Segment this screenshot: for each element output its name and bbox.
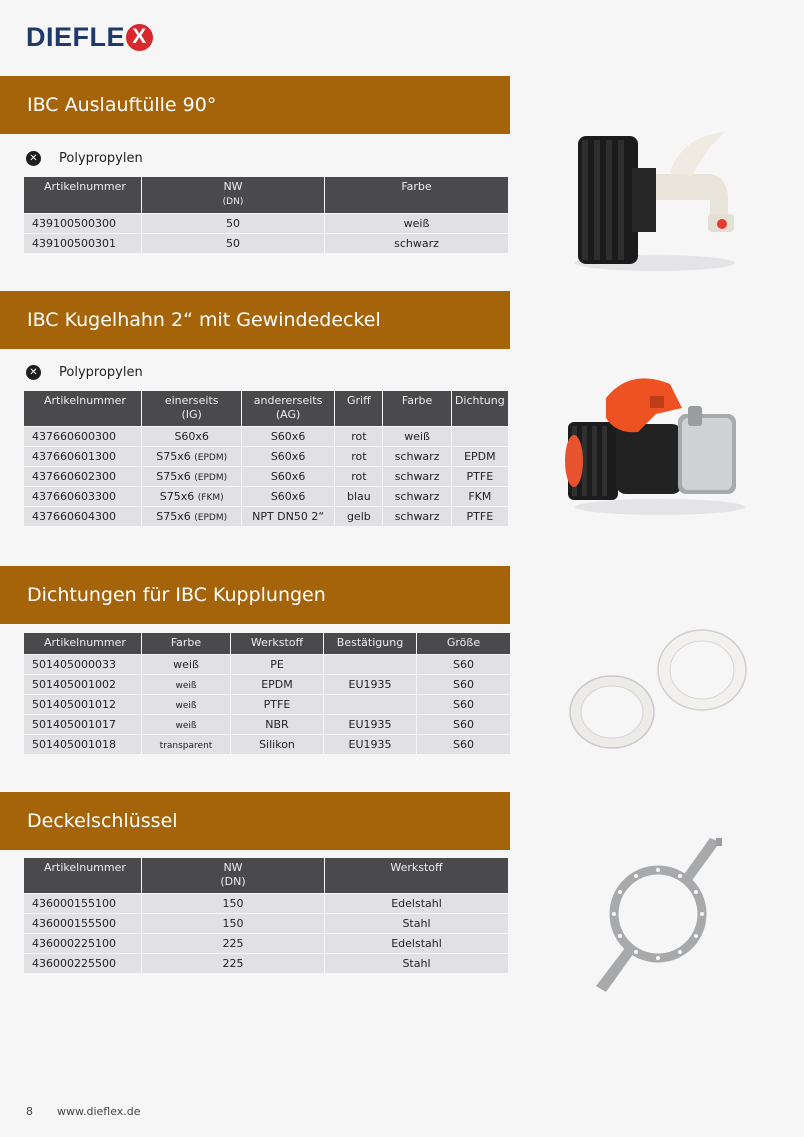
material-x-icon: ✕	[26, 365, 41, 380]
footer-url: www.dieflex.de	[57, 1105, 141, 1118]
cover-key-product-image	[570, 826, 760, 1006]
table-header-row	[24, 391, 508, 426]
table-cell: S60x6	[242, 467, 334, 486]
table-cell: schwarz	[383, 487, 450, 506]
table-cell: S75x6 (EPDM)	[142, 467, 240, 486]
table-cell: PTFE	[231, 695, 323, 714]
col-header: Farbe	[142, 633, 230, 654]
table-cell: NBR	[231, 715, 323, 734]
col-header: Artikelnummer	[24, 391, 141, 426]
table-row	[24, 214, 508, 233]
table-cell: transparent	[142, 735, 230, 754]
col-header: NW (DN)	[142, 858, 324, 893]
table-row	[24, 695, 510, 714]
table-cell: schwarz	[383, 447, 450, 466]
section-title-auslauftuelle: IBC Auslauftülle 90°	[0, 76, 510, 134]
table-row	[24, 934, 508, 953]
table-cell: 436000225500	[24, 954, 141, 973]
table-cell: Stahl	[325, 954, 508, 973]
table-cell	[324, 655, 416, 674]
table-cell: 150	[142, 894, 324, 913]
table-cell: S60x6	[242, 447, 334, 466]
col-header: einerseits (IG)	[142, 391, 240, 426]
table-row	[24, 954, 508, 973]
table-cell: 501405001017	[24, 715, 141, 734]
col-header: Artikelnummer	[24, 858, 141, 893]
table-cell: 150	[142, 914, 324, 933]
gaskets-product-image	[562, 622, 752, 752]
table-cell: 225	[142, 954, 324, 973]
col-header: Farbe	[383, 391, 450, 426]
table-cell: EPDM	[452, 447, 508, 466]
table-row	[24, 894, 508, 913]
table-cell: 439100500301	[24, 234, 141, 253]
col-header: Artikelnummer	[24, 633, 141, 654]
table-cell: PTFE	[452, 467, 508, 486]
table-deckelschluessel	[23, 857, 509, 974]
table-cell: Silikon	[231, 735, 323, 754]
table-cell: 501405000033	[24, 655, 141, 674]
page-footer	[26, 1105, 141, 1118]
table-cell: S60	[417, 655, 510, 674]
col-header: Griff	[335, 391, 382, 426]
table-row	[24, 655, 510, 674]
table-cell: 436000155500	[24, 914, 141, 933]
material-label: Polypropylen	[59, 150, 143, 166]
table-cell: weiß	[142, 715, 230, 734]
table-header-row	[24, 633, 510, 654]
table-cell: EU1935	[324, 675, 416, 694]
table-cell: 501405001012	[24, 695, 141, 714]
table-cell: rot	[335, 427, 382, 446]
col-header: Werkstoff	[231, 633, 323, 654]
table-cell: PE	[231, 655, 323, 674]
table-cell: 439100500300	[24, 214, 141, 233]
table-row	[24, 507, 508, 526]
table-cell: S75x6 (EPDM)	[142, 447, 240, 466]
table-cell: S60x6	[142, 427, 240, 446]
table-cell: 437660600300	[24, 427, 141, 446]
table-cell: weiß	[142, 675, 230, 694]
table-row	[24, 447, 508, 466]
table-cell: Edelstahl	[325, 934, 508, 953]
table-cell: weiß	[142, 655, 230, 674]
table-dichtungen	[23, 632, 511, 755]
table-cell: Edelstahl	[325, 894, 508, 913]
table-cell: blau	[335, 487, 382, 506]
table-cell: S60	[417, 695, 510, 714]
table-header-row	[24, 177, 508, 213]
table-cell: 437660601300	[24, 447, 141, 466]
table-cell: schwarz	[383, 507, 450, 526]
table-cell: schwarz	[325, 234, 508, 253]
table-header-row	[24, 858, 508, 893]
table-cell: weiß	[142, 695, 230, 714]
table-cell: EU1935	[324, 735, 416, 754]
brand-logo	[26, 22, 153, 52]
table-cell: schwarz	[383, 467, 450, 486]
page-number: 8	[26, 1105, 33, 1118]
table-cell: 50	[142, 234, 324, 253]
col-header: Dichtung	[452, 391, 508, 426]
table-cell: S60	[417, 675, 510, 694]
table-cell: S75x6 (EPDM)	[142, 507, 240, 526]
material-row	[26, 148, 143, 168]
material-label: Polypropylen	[59, 364, 143, 380]
table-cell: PTFE	[452, 507, 508, 526]
table-cell: S60x6	[242, 427, 334, 446]
col-header: Artikelnummer	[24, 177, 141, 213]
table-row	[24, 675, 510, 694]
table-row	[24, 467, 508, 486]
col-header: Werkstoff	[325, 858, 508, 893]
table-cell: NPT DN50 2“	[242, 507, 334, 526]
table-cell	[452, 427, 508, 446]
table-cell: 50	[142, 214, 324, 233]
table-cell: weiß	[325, 214, 508, 233]
table-cell: 501405001018	[24, 735, 141, 754]
section-title-dichtungen: Dichtungen für IBC Kupplungen	[0, 566, 510, 624]
table-cell: 437660602300	[24, 467, 141, 486]
table-cell: 437660603300	[24, 487, 141, 506]
material-row	[26, 362, 143, 382]
section-title-kugelhahn: IBC Kugelhahn 2“ mit Gewindedeckel	[0, 291, 510, 349]
table-cell: 501405001002	[24, 675, 141, 694]
table-row	[24, 427, 508, 446]
col-header: NW (DN)	[142, 177, 324, 213]
table-cell: S75x6 (FKM)	[142, 487, 240, 506]
table-cell: Stahl	[325, 914, 508, 933]
table-cell: rot	[335, 467, 382, 486]
table-row	[24, 715, 510, 734]
table-cell: rot	[335, 447, 382, 466]
ball-valve-product-image	[560, 362, 760, 522]
table-cell: S60x6	[242, 487, 334, 506]
table-kugelhahn	[23, 390, 509, 527]
table-cell: 225	[142, 934, 324, 953]
table-row	[24, 914, 508, 933]
table-row	[24, 487, 508, 506]
table-auslauftuelle	[23, 176, 509, 254]
table-cell: S60	[417, 715, 510, 734]
col-header: andererseits (AG)	[242, 391, 334, 426]
spout-product-image	[560, 118, 760, 278]
table-row	[24, 234, 508, 253]
brand-name: DIEFLE	[26, 21, 126, 52]
table-cell: 437660604300	[24, 507, 141, 526]
brand-x-icon: X	[126, 24, 153, 51]
section-title-deckelschluessel: Deckelschlüssel	[0, 792, 510, 850]
col-header: Farbe	[325, 177, 508, 213]
table-cell: weiß	[383, 427, 450, 446]
table-cell: FKM	[452, 487, 508, 506]
col-header: Bestätigung	[324, 633, 416, 654]
table-cell: 436000155100	[24, 894, 141, 913]
material-x-icon: ✕	[26, 151, 41, 166]
col-header: Größe	[417, 633, 510, 654]
table-cell: EPDM	[231, 675, 323, 694]
table-cell: EU1935	[324, 715, 416, 734]
table-cell: 436000225100	[24, 934, 141, 953]
table-cell: S60	[417, 735, 510, 754]
table-row	[24, 735, 510, 754]
table-cell	[324, 695, 416, 714]
table-cell: gelb	[335, 507, 382, 526]
